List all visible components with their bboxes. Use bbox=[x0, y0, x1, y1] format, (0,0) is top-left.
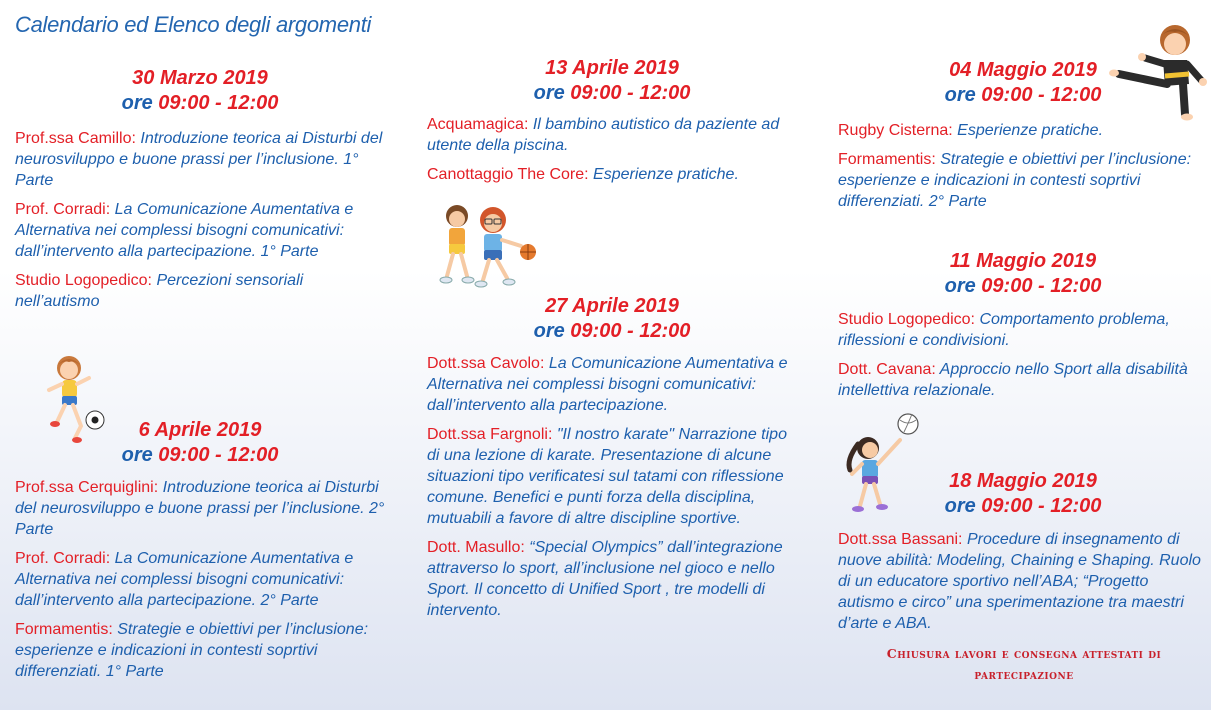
entry-speaker: Prof. Corradi: bbox=[15, 550, 111, 567]
entry-speaker: Dott. Masullo: bbox=[427, 539, 525, 556]
entry-speaker: Prof. Corradi: bbox=[15, 201, 111, 218]
agenda-entry bbox=[15, 548, 390, 611]
entry-topic: “Special Olympics” dall’integrazione attraverso lo sport, all’inclusione nel gioco e nello Sport. Il concetto di Unified Sport , tre modelli di intervento. bbox=[427, 539, 783, 619]
session-header-30-marzo bbox=[15, 66, 385, 116]
entry-topic: Introduzione teorica ai Disturbi del neurosviluppo e buone prassi per l’inclusione. 1° Parte bbox=[15, 130, 383, 189]
entry-topic: La Comunicazione Aumentativa e Alternativa nei complessi bisogni comunicativi: dall’intervento alla partecipazione. bbox=[427, 355, 788, 414]
session-time: ore 09:00 - 12:00 bbox=[121, 444, 279, 466]
session-entries-04-maggio bbox=[838, 120, 1198, 220]
agenda-entry bbox=[15, 270, 390, 312]
agenda-entry bbox=[838, 529, 1206, 634]
session-time: ore 09:00 - 12:00 bbox=[121, 92, 279, 114]
entry-topic: Strategie e obiettivi per l’inclusione: esperienze e indicazioni in contesti soprtivi differenziati. 1° Parte bbox=[15, 621, 369, 680]
session-date: 11 Maggio 2019 bbox=[949, 250, 1097, 272]
session-date: 6 Aprile 2019 bbox=[138, 419, 262, 441]
page-title: Calendario ed Elenco degli argomenti bbox=[15, 12, 372, 37]
session-header-11-maggio bbox=[838, 249, 1208, 299]
entry-speaker: Formamentis: bbox=[15, 621, 113, 638]
agenda-entry bbox=[15, 128, 390, 191]
session-entries-27-aprile bbox=[427, 353, 797, 629]
entry-topic: Approccio nello Sport alla disabilità intellettiva relazionale. bbox=[838, 361, 1188, 399]
session-entries-6-aprile bbox=[15, 477, 390, 690]
entry-speaker: Prof.ssa Camillo: bbox=[15, 130, 136, 147]
entry-speaker: Acquamagica: bbox=[427, 116, 529, 133]
entry-speaker: Dott. Cavana: bbox=[838, 361, 936, 378]
entry-speaker: Dott.ssa Cavolo: bbox=[427, 355, 545, 372]
session-date: 27 Aprile 2019 bbox=[545, 295, 679, 317]
session-header-13-aprile bbox=[427, 56, 797, 106]
agenda-entry bbox=[15, 619, 390, 682]
session-date: 13 Aprile 2019 bbox=[545, 57, 679, 79]
entry-speaker: Dott.ssa Bassani: bbox=[838, 531, 963, 548]
agenda-entry bbox=[15, 199, 390, 262]
agenda-entry bbox=[838, 309, 1198, 351]
session-time: ore 09:00 - 12:00 bbox=[533, 82, 691, 104]
session-time: ore 09:00 - 12:00 bbox=[944, 84, 1102, 106]
entry-topic: Strategie e obiettivi per l’inclusione: esperienze e indicazioni in contesti soprtivi differenziati. 2° Parte bbox=[838, 151, 1192, 210]
entry-topic: Introduzione teorica ai Disturbi del neurosviluppo e buone prassi per l’inclusione. 2° Parte bbox=[15, 479, 385, 538]
session-entries-18-maggio bbox=[838, 529, 1206, 642]
session-header-18-maggio bbox=[838, 469, 1208, 519]
entry-topic: "Il nostro karate" Narrazione tipo di una lezione di karate. Presentazione di alcune situazioni tipo verificatesi sul tatami con riflessione comune. Benefici e punti forza della disciplina, mutuabili a favore di altre discipline sportive. bbox=[427, 426, 787, 527]
session-header-6-aprile bbox=[15, 418, 385, 468]
agenda-entry bbox=[15, 477, 390, 540]
entry-topic: Esperienze pratiche. bbox=[952, 122, 1104, 139]
entry-speaker: Rugby Cisterna: bbox=[838, 122, 953, 139]
closing-note: Chiusura lavori e consegna attestati di partecipazione bbox=[886, 646, 1162, 682]
agenda-entry bbox=[427, 164, 802, 185]
session-time: ore 09:00 - 12:00 bbox=[944, 495, 1102, 517]
agenda-entry bbox=[838, 359, 1198, 401]
entry-topic: Comportamento problema, riflessioni e condivisioni. bbox=[838, 311, 1170, 349]
entry-speaker: Studio Logopedico: bbox=[15, 272, 152, 289]
agenda-entry bbox=[427, 353, 797, 416]
session-date: 30 Marzo 2019 bbox=[132, 67, 268, 89]
entry-topic: Il bambino autistico da paziente ad utente della piscina. bbox=[427, 116, 780, 154]
entry-topic: Esperienze pratiche. bbox=[588, 166, 739, 183]
entry-speaker: Formamentis: bbox=[838, 151, 936, 168]
agenda-entry bbox=[427, 114, 802, 156]
entry-speaker: Prof.ssa Cerquiglini: bbox=[15, 479, 159, 496]
session-date: 04 Maggio 2019 bbox=[949, 59, 1097, 81]
session-time: ore 09:00 - 12:00 bbox=[533, 320, 691, 342]
agenda-entry bbox=[838, 120, 1198, 141]
session-entries-11-maggio bbox=[838, 309, 1198, 409]
entry-speaker: Dott.ssa Fargnoli: bbox=[427, 426, 553, 443]
session-date: 18 Maggio 2019 bbox=[949, 470, 1097, 492]
entry-speaker: Studio Logopedico: bbox=[838, 311, 975, 328]
entry-topic: Procedure di insegnamento di nuove abilità: Modeling, Chaining e Shaping. Ruolo di un educatore sportivo nell’ABA; “Progetto autismo e circo” una sperimentazione tra maestri d’arte e ABA. bbox=[838, 531, 1201, 632]
agenda-entry bbox=[838, 149, 1198, 212]
entry-topic: Percezioni sensoriali nell’autismo bbox=[15, 272, 304, 310]
entry-speaker: Canottaggio The Core: bbox=[427, 166, 589, 183]
agenda-entry bbox=[427, 537, 797, 621]
agenda-entry bbox=[427, 424, 797, 529]
session-entries-13-aprile bbox=[427, 114, 802, 193]
basketball-kids-illustration bbox=[435, 200, 545, 292]
session-header-04-maggio bbox=[838, 58, 1208, 108]
entry-topic: La Comunicazione Aumentativa e Alternativa nei complessi bisogni comunicativi: dall’intervento alla partecipazione. 1° Parte bbox=[15, 201, 354, 260]
session-entries-30-marzo bbox=[15, 128, 390, 320]
entry-topic: La Comunicazione Aumentativa e Alternativa nei complessi bisogni comunicativi: dall’intervento alla partecipazione. 2° Parte bbox=[15, 550, 354, 609]
session-header-27-aprile bbox=[427, 294, 797, 344]
session-time: ore 09:00 - 12:00 bbox=[944, 275, 1102, 297]
